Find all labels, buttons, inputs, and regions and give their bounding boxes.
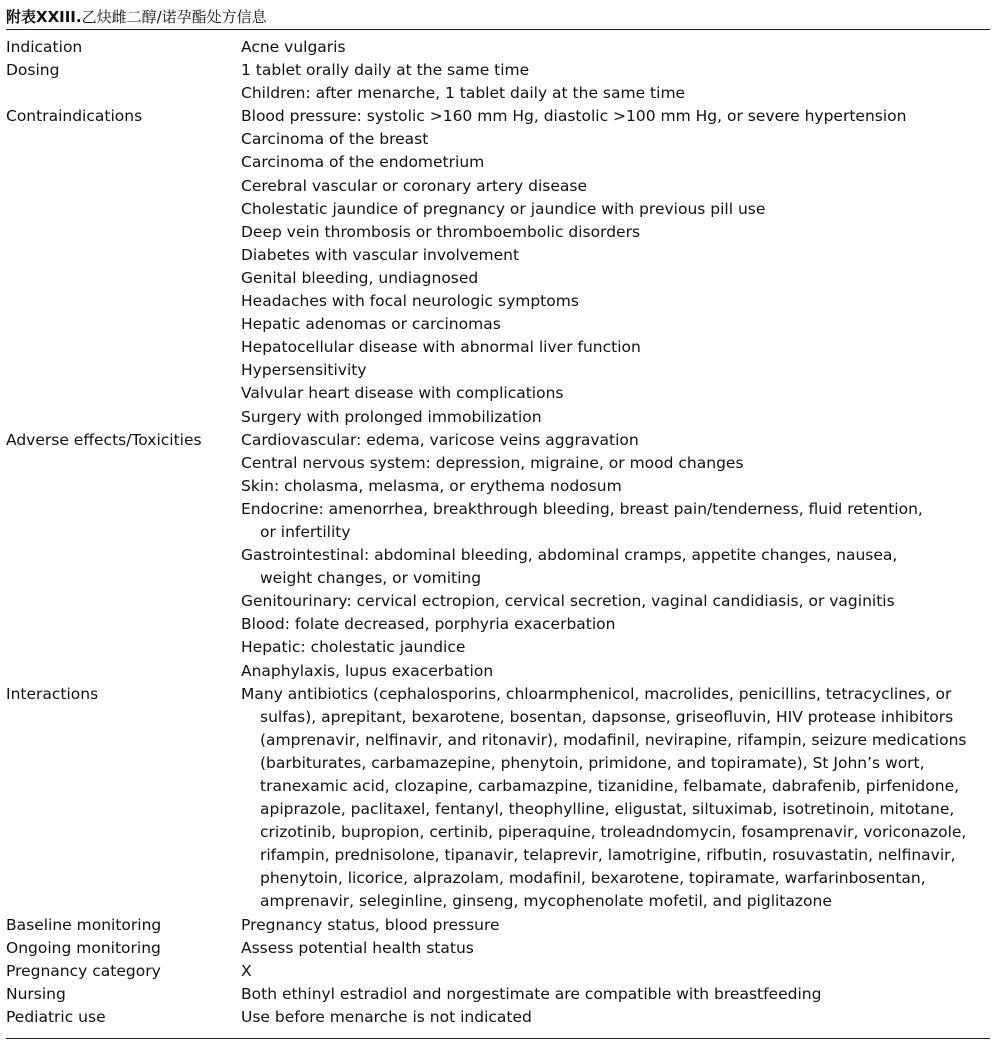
value-line-continuation: amprenavir, seleginline, ginseng, mycophenolate mofetil, and piglitazone: [260, 892, 832, 911]
row-label: Ongoing monitoring: [6, 938, 161, 957]
row-pediatric-use: [6, 1006, 990, 1029]
row-pregnancy-category: [6, 960, 990, 983]
value-line: Both ethinyl estradiol and norgestimate are compatible with breastfeeding: [241, 984, 822, 1003]
row-values: [241, 937, 990, 960]
value-line: Hepatocellular disease with abnormal liver function: [241, 338, 641, 357]
value-line-continuation: phenytoin, licorice, alprazolam, modafinil, bexarotene, topiramate, warfarinbosentan,: [260, 869, 926, 888]
value-line-continuation: crizotinib, bupropion, certinib, piperaquine, troleadndomycin, fosamprenavir, voriconazole,: [260, 823, 967, 842]
value-line-continuation: apiprazole, paclitaxel, fentanyl, theophylline, eligustat, siltuximab, isotretinoin, mitotane,: [260, 800, 955, 819]
value-line: Surgery with prolonged immobilization: [241, 407, 542, 426]
row-label: Dosing: [6, 61, 60, 80]
value-line: Anaphylaxis, lupus exacerbation: [241, 661, 494, 680]
value-line: Hypersensitivity: [241, 361, 367, 380]
row-nursing: [6, 983, 990, 1006]
row-values: [241, 429, 990, 683]
table-number: 附表XXIII.: [6, 8, 82, 26]
value-line: Valvular heart disease with complications: [241, 384, 564, 403]
value-line-continuation: rifampin, prednisolone, tipanavir, telaprevir, lamotrigine, rifbutin, rosuvastatin, nelfinavir,: [260, 846, 956, 865]
row-label: Baseline monitoring: [6, 915, 162, 934]
value-line: Genitourinary: cervical ectropion, cervical secretion, vaginal candidiasis, or vaginitis: [241, 592, 895, 611]
value-line-continuation: (amprenavir, nelfinavir, and ritonavir), modafinil, nevirapine, rifampin, seizure medications: [260, 730, 967, 749]
value-line: Hepatic adenomas or carcinomas: [241, 315, 501, 334]
row-label: Pediatric use: [6, 1007, 106, 1026]
row-values: [241, 36, 990, 59]
value-line: Assess potential health status: [241, 938, 474, 957]
row-label: Interactions: [6, 684, 99, 703]
row-ongoing-monitoring: [6, 937, 990, 960]
row-values: [241, 983, 990, 1006]
value-line: Headaches with focal neurologic symptoms: [241, 292, 579, 311]
row-values: [241, 960, 990, 983]
row-baseline-monitoring: [6, 914, 990, 937]
row-values: [241, 59, 990, 105]
value-line: Diabetes with vascular involvement: [241, 245, 520, 264]
value-line: Gastrointestinal: abdominal bleeding, abdominal cramps, appetite changes, nausea,: [241, 546, 898, 565]
value-line: Cerebral vascular or coronary artery disease: [241, 176, 587, 195]
value-line: Genital bleeding, undiagnosed: [241, 268, 479, 287]
value-line-continuation: weight changes, or vomiting: [260, 569, 482, 588]
row-label: Nursing: [6, 984, 66, 1003]
value-line: Skin: cholasma, melasma, or erythema nodosum: [241, 476, 622, 495]
value-line-continuation: or infertility: [260, 522, 351, 541]
table-caption: 乙炔雌二醇/诺孕酯处方信息: [81, 8, 267, 26]
value-line: Pregnancy status, blood pressure: [241, 915, 500, 934]
value-line: Hepatic: cholestatic jaundice: [241, 638, 466, 657]
row-indication: [6, 36, 990, 59]
row-label: Adverse effects/Toxicities: [6, 430, 202, 449]
value-line: Cardiovascular: edema, varicose veins aggravation: [241, 430, 639, 449]
row-values: [241, 105, 990, 428]
row-values: [241, 914, 990, 937]
value-line: Use before menarche is not indicated: [241, 1007, 532, 1026]
value-line: Many antibiotics (cephalosporins, chloarmphenicol, macrolides, penicillins, tetracyclines, or: [241, 684, 952, 703]
row-values: [241, 683, 990, 914]
info-table: [6, 36, 990, 1029]
value-line: Cholestatic jaundice of pregnancy or jaundice with previous pill use: [241, 199, 766, 218]
value-line: 1 tablet orally daily at the same time: [241, 61, 530, 80]
value-line: Endocrine: amenorrhea, breakthrough bleeding, breast pain/tenderness, fluid retention,: [241, 499, 923, 518]
row-dosing: [6, 59, 990, 105]
row-label: Pregnancy category: [6, 961, 161, 980]
value-line: Central nervous system: depression, migraine, or mood changes: [241, 453, 744, 472]
row-adverse-effects: [6, 429, 990, 683]
value-line: Carcinoma of the endometrium: [241, 153, 485, 172]
value-line: Acne vulgaris: [241, 38, 346, 56]
row-contraindications: [6, 105, 990, 428]
row-label: Contraindications: [6, 107, 143, 126]
value-line-continuation: tranexamic acid, clozapine, carbamazpine, tizanidine, felbamate, dabrafenib, pirfenidone,: [260, 777, 960, 795]
value-line: Children: after menarche, 1 tablet daily at the same time: [241, 84, 686, 103]
value-line-continuation: (barbiturates, carbamazepine, phenytoin, primidone, and topiramate), St John’s wort,: [260, 753, 925, 772]
value-line: Carcinoma of the breast: [241, 130, 429, 149]
value-line: Blood pressure: systolic >160 mm Hg, diastolic >100 mm Hg, or severe hypertension: [241, 107, 907, 126]
value-line: X: [241, 961, 252, 980]
value-line: Deep vein thrombosis or thromboembolic disorders: [241, 222, 641, 241]
value-line: Blood: folate decreased, porphyria exacerbation: [241, 615, 616, 634]
row-interactions: [6, 683, 990, 914]
table-title: [6, 6, 990, 28]
prescribing-info-document: [6, 6, 990, 1039]
top-rule: [6, 29, 990, 30]
row-values: [241, 1006, 990, 1029]
bottom-rule: [6, 1038, 990, 1039]
row-label: Indication: [6, 38, 83, 56]
value-line-continuation: sulfas), aprepitant, bexarotene, bosentan, dapsonse, griseofluvin, HIV protease inhibitors: [260, 707, 954, 726]
